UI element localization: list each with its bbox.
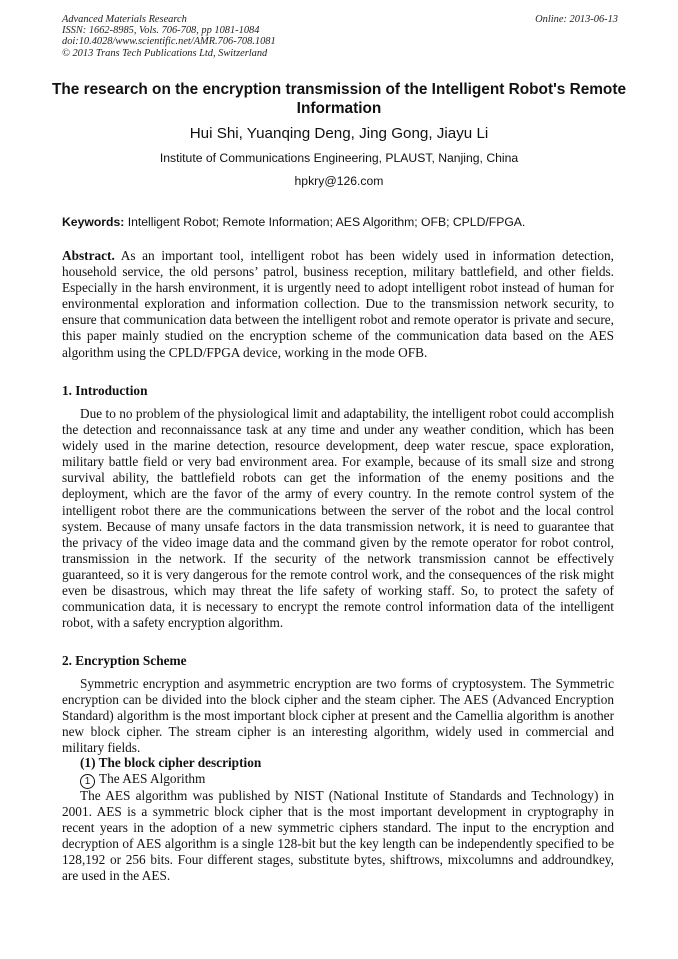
aes-item-heading bbox=[80, 771, 205, 789]
issn-line: ISSN: 1662-8985, Vols. 706-708, pp 1081-1084 bbox=[62, 25, 260, 37]
journal-name: Advanced Materials Research bbox=[62, 14, 187, 25]
aes-paragraph: The AES algorithm was published by NIST (National Institute of Standards and Technology) in 2001. AES is a symmetric block cipher that is the most important development in cryptography in recent years in the adoption of a new symmetric ciphers standard. The input to the encryption and decryption of AES algorithm is a single 128-bit but the key length can be independently specified to be 128,192 or 256 bits. Four different stages, substitute bytes, shiftrows, mixcolumns and addroundkey, are used in the AES. bbox=[62, 788, 614, 884]
keywords-text: Intelligent Robot; Remote Information; AES Algorithm; OFB; CPLD/FPGA. bbox=[127, 215, 526, 229]
doi-line: doi:10.4028/www.scientific.net/AMR.706-708.1081 bbox=[62, 36, 276, 48]
abstract-text: As an important tool, intelligent robot has been widely used in information detection, household service, the old persons’ patrol, business reception, military battlefield, and other fields. Especially in the harsh environment, it is urgently need to adopt intelligent robot instead of human for environmental exploration and information collection. Due to the transmission network security, to ensure that communication data between the intelligent robot and remote operator is private and secure, this paper mainly studied on the encryption scheme of the communication data based on the AES algorithm using the CPLD/FPGA device, working in the mode OFB. bbox=[62, 248, 615, 360]
keywords-label: Keywords: bbox=[62, 215, 125, 229]
paper-title: The research on the encryption transmission of the Intelligent Robot's Remote Information bbox=[51, 81, 627, 117]
affiliation: Institute of Communications Engineering, PLAUST, Nanjing, China bbox=[159, 151, 519, 165]
section-heading-encryption: 2. Encryption Scheme bbox=[62, 653, 187, 668]
journal-header bbox=[62, 14, 618, 59]
circled-number-icon: 1 bbox=[80, 774, 95, 789]
abstract-label: Abstract. bbox=[62, 248, 115, 263]
section-heading-introduction: 1. Introduction bbox=[62, 383, 148, 398]
introduction-paragraph: Due to no problem of the physiological limit and adaptability, the intelligent robot could accomplish the detection and reconnaissance task at any time and under any weather condition, which has been widely used in the marine detection, resource development, deep water rescue, space exploration, military battle field or very bad environment area. For example, because of its small size and strong survival ability, the battlefield robots can get the information of the enemy positions and the deployment, which are the favor of the army of every country. In the remote control system of the intelligent robot there are the communications between the server of the robot and the local control system. Because of many unsafe factors in the data transmission network, it is need to guarantee that the privacy of the video image data and the command given by the remote operator for robot control, transmission in the network. If the security of the network transmission cannot be effectively guaranteed, so it is very dangerous for the remote control work, and the consequences of the risk might even be disastrous, which may threat the life safety of working staff. So, to protect the safety of communication data, it is necessary to encrypt the remote control information data of the intelligent robot, with a safety encryption algorithm. bbox=[62, 406, 614, 631]
subsection-heading-block-cipher: (1) The block cipher description bbox=[80, 755, 262, 770]
copyright-line: © 2013 Trans Tech Publications Ltd, Switzerland bbox=[62, 47, 268, 59]
aes-item-title: The AES Algorithm bbox=[99, 771, 206, 786]
online-date: Online: 2013-06-13 bbox=[535, 14, 618, 25]
contact-email: hpkry@126.com bbox=[294, 174, 384, 188]
author-list: Hui Shi, Yuanqing Deng, Jing Gong, Jiayu Li bbox=[189, 125, 489, 142]
encryption-paragraph: Symmetric encryption and asymmetric encryption are two forms of cryptosystem. The Symmetric encryption can be divided into the block cipher and the steam cipher. The AES (Advanced Encryption Standard) algorithm is the most important block cipher at present and the Camellia algorithm is another new block cipher. The stream cipher is an interesting algorithm, widely used in commercial and military fields. bbox=[62, 676, 614, 756]
abstract bbox=[62, 248, 614, 361]
keywords bbox=[62, 214, 622, 230]
